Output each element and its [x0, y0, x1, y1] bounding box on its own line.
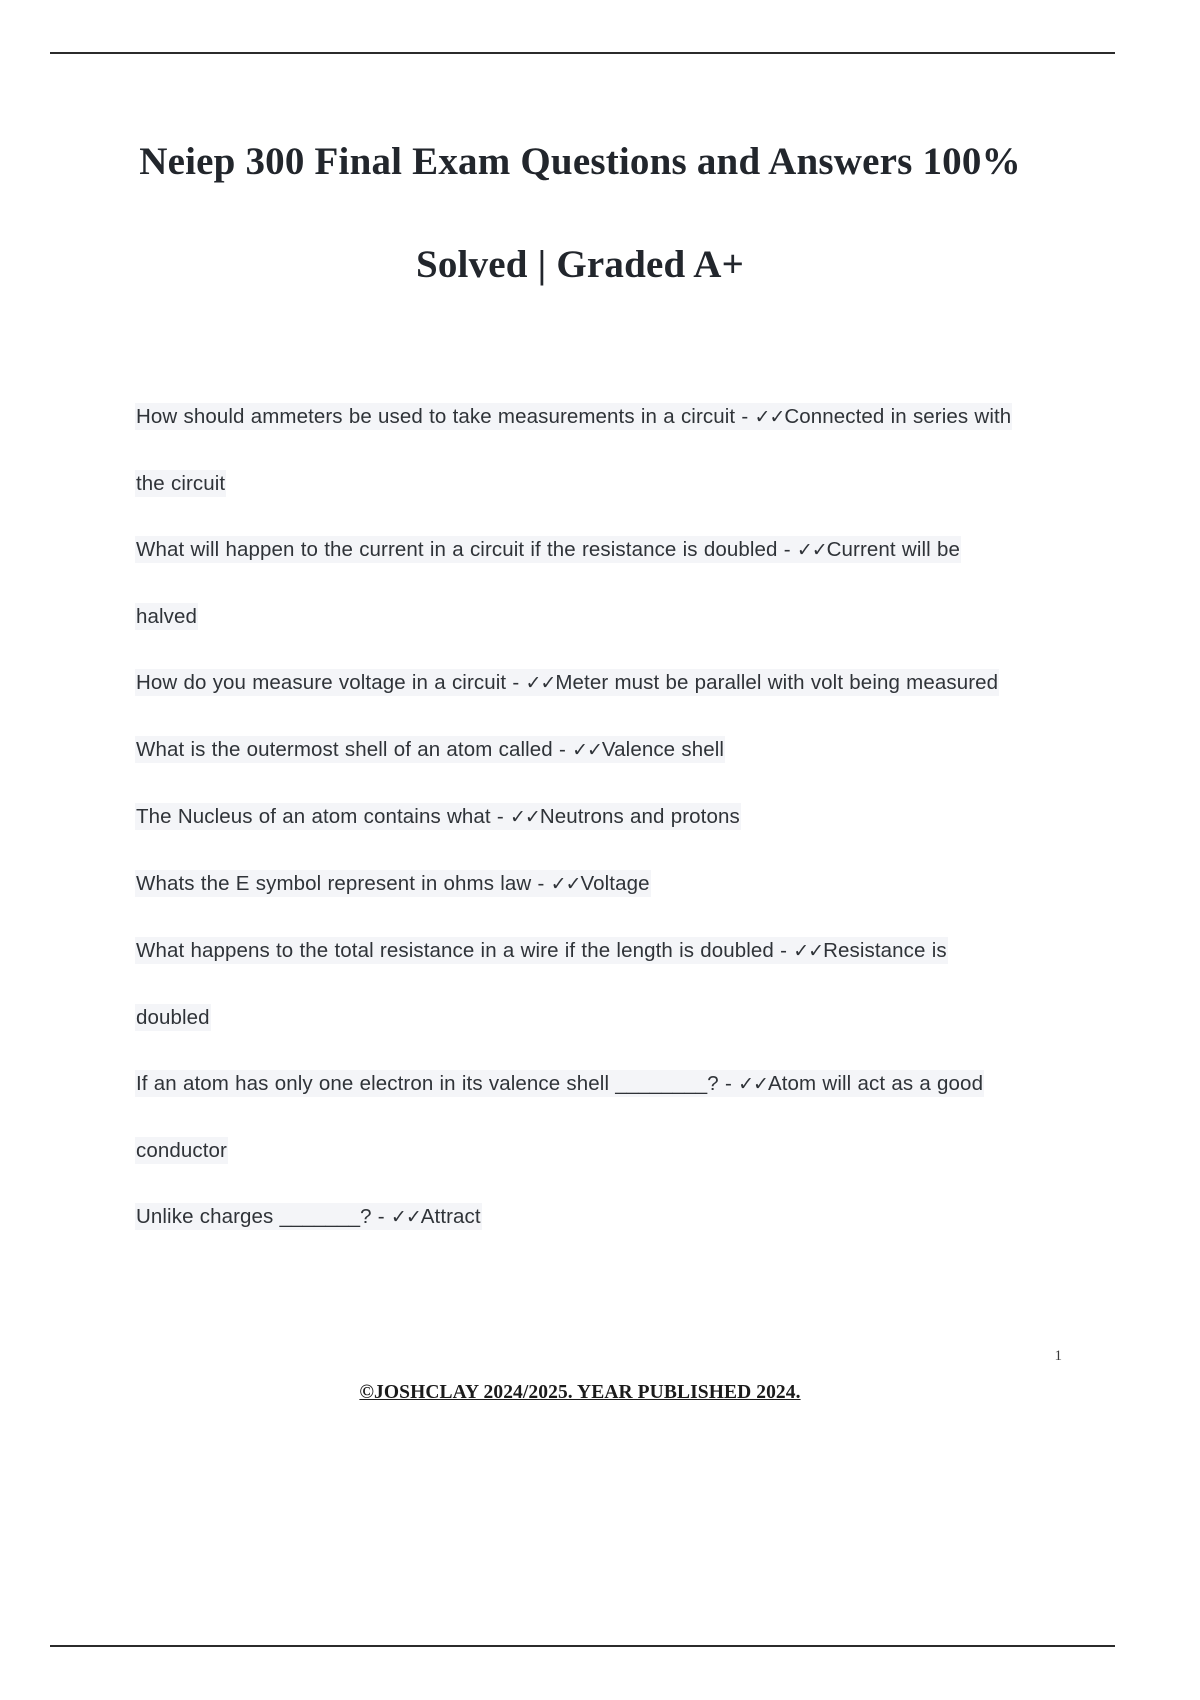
document-page	[50, 0, 1150, 1700]
qa-item	[135, 384, 1025, 517]
qa-answer: Current will be halved	[136, 538, 960, 628]
check-icon: ✓✓	[796, 540, 827, 561]
check-icon: ✓✓	[572, 740, 602, 761]
check-icon: ✓✓	[793, 941, 824, 962]
qa-item	[135, 1051, 1025, 1184]
header-divider	[50, 52, 1115, 54]
qa-answer: Connected in series with the circuit	[136, 405, 1012, 495]
qa-answer: Attract	[420, 1205, 481, 1228]
qa-item	[135, 918, 1025, 1051]
check-icon: ✓✓	[738, 1074, 768, 1095]
check-icon: ✓✓	[525, 673, 556, 694]
qa-item	[135, 851, 1025, 918]
qa-item	[135, 517, 1025, 650]
qa-answer: Atom will act as a good conductor	[136, 1072, 984, 1162]
page-title: Neiep 300 Final Exam Questions and Answers 100% Solved | Graded A+	[139, 140, 1021, 286]
qa-item	[135, 784, 1025, 851]
qa-item	[135, 1184, 1025, 1251]
qa-item	[135, 650, 1025, 717]
qa-question: What happens to the total resistance in a wire if the length is doubled -	[136, 939, 794, 962]
document-content	[135, 110, 1025, 1251]
qa-answer: Voltage	[580, 872, 650, 895]
qa-item	[135, 717, 1025, 784]
qa-answer: Meter must be parallel with volt being measured	[555, 671, 999, 694]
qa-question: If an atom has only one electron in its valence shell ________? -	[136, 1072, 739, 1095]
qa-question: The Nucleus of an atom contains what -	[136, 805, 511, 828]
check-icon: ✓✓	[754, 407, 785, 428]
qa-question: What will happen to the current in a circuit if the resistance is doubled -	[136, 538, 797, 561]
qa-answer: Valence shell	[601, 738, 725, 761]
qa-question: Whats the E symbol represent in ohms law -	[136, 872, 551, 895]
qa-question: Unlike charges _______? -	[136, 1205, 391, 1228]
check-icon: ✓✓	[510, 807, 540, 828]
qa-answer: Neutrons and protons	[539, 805, 740, 828]
footer-divider	[50, 1645, 1115, 1647]
qa-answer: Resistance is doubled	[136, 939, 947, 1029]
footer-copyright: ©JOSHCLAY 2024/2025. YEAR PUBLISHED 2024.	[359, 1382, 801, 1403]
qa-question: What is the outermost shell of an atom called -	[136, 738, 573, 761]
page-number: 1	[1054, 1348, 1062, 1364]
qa-question: How do you measure voltage in a circuit -	[136, 671, 526, 694]
check-icon: ✓✓	[390, 1207, 421, 1228]
footer	[135, 1382, 1025, 1404]
check-icon: ✓✓	[550, 874, 581, 895]
qa-question: How should ammeters be used to take measurements in a circuit -	[136, 405, 755, 428]
qa-list	[135, 384, 1025, 1251]
